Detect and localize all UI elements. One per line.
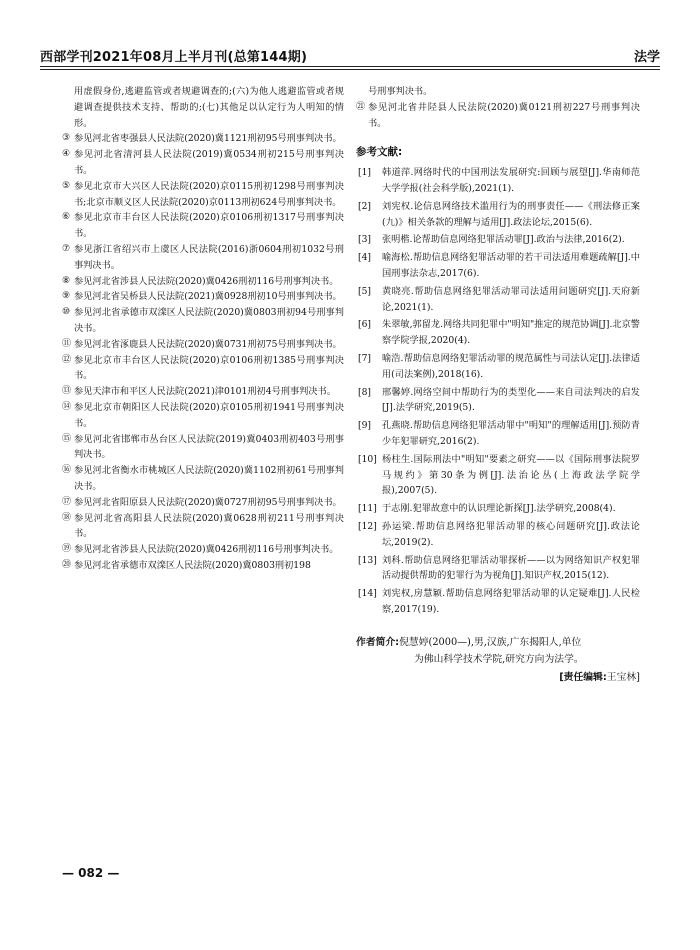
reference-number: [11] [358, 503, 377, 515]
footnote [356, 84, 640, 100]
footnote-number: ⑫ [62, 354, 72, 365]
footnote-text: 参见河北省井陉县人民法院(2020)冀0121刑初227号刑事判决书。 [368, 101, 640, 129]
reference-number: [13] [358, 554, 377, 566]
footnote [62, 432, 344, 464]
reference-number: [7] [358, 352, 372, 364]
reference-number: [14] [358, 588, 377, 600]
reference-number: [8] [358, 386, 372, 398]
footnote-text: 参见河北省清河县人民法院(2019)冀0534刑初215号刑事判决书。 [74, 149, 344, 176]
footnote [62, 353, 344, 385]
footnote [356, 100, 640, 132]
reference-item [356, 232, 640, 248]
reference-item [356, 165, 640, 197]
reference-item [356, 351, 640, 383]
reference-text: 喻海松.帮助信息网络犯罪活动罪的若干司法适用难题疏解[J].中国刑事法杂志,2017(6). [382, 252, 640, 279]
running-header [40, 44, 660, 66]
reference-number: [2] [358, 200, 372, 212]
reference-item [356, 418, 640, 450]
footnote [62, 542, 344, 558]
section-label: 法学 [633, 50, 660, 65]
footnote-number: ⑲ [62, 544, 72, 555]
footnote-number: ⑧ [62, 275, 71, 286]
header-rule-thin [40, 69, 660, 70]
footnote [62, 495, 344, 511]
footnote [62, 289, 344, 305]
author-bio-label: 作者简介: [356, 636, 400, 648]
footnote-number: ③ [62, 133, 71, 144]
footnote-text: 号刑事判决书。 [368, 86, 433, 97]
author-bio-line2: 为佛山科学技术学院,研究方向为法学。 [414, 653, 584, 665]
reference-text: 刘宪权.论信息网络技术滥用行为的刑事责任——《刑法修正案(九)》相关条款的理解与适用[J].政法论坛,2015(6). [382, 200, 640, 228]
reference-item [356, 284, 640, 316]
reference-text: 孙运梁.帮助信息网络犯罪活动罪的核心问题研究[J].政法论坛,2019(2). [382, 520, 640, 548]
reference-text: 韩道萍.网络时代的中国刑法发展研究:回顾与展望[J].华南师范大学学报(社会科学版),2021(1). [382, 167, 640, 194]
reference-text: 刘科.帮助信息网络犯罪活动罪探析——以为网络知识产权犯罪活动提供帮助的犯罪行为为视角[J].知识产权,2015(12). [382, 554, 640, 582]
footnote [62, 511, 344, 543]
reference-number: [4] [358, 252, 372, 264]
right-column-notes [356, 84, 640, 131]
author-bio-line1: 倪慧婷(2000—),男,汉族,广东揭阳人,单位 [399, 636, 582, 648]
footnote [62, 337, 344, 353]
footnote [62, 242, 344, 274]
footnote-text: 参见天津市和平区人民法院(2021)津0101刑初4号刑事判决书。 [74, 386, 336, 398]
footnote-text: 参见河北省枣强县人民法院(2020)冀1121刑初95号刑事判决书。 [74, 133, 342, 145]
page-number: — 082 — [62, 866, 120, 880]
footnote-number: ④ [62, 149, 71, 160]
footnote-text: 参见河北省承德市双滦区人民法院(2020)冀0803刑初198 [74, 559, 311, 571]
reference-text: 邢馨婷.网络空间中帮助行为的类型化——来自司法判决的启发[J].法学研究,2019(5). [382, 386, 640, 414]
footnote-text: 参见浙江省绍兴市上虞区人民法院(2016)浙0604刑初1032号刑事判决书。 [74, 243, 344, 271]
footnote [62, 131, 344, 147]
reference-text: 刘宪权,房慧颖.帮助信息网络犯罪活动罪的认定疑难[J].人民检察,2017(19). [382, 588, 640, 615]
footnote-text: 参见河北省涿鹿县人民法院(2020)冀0731刑初75号刑事判决书。 [74, 338, 342, 350]
header-rule [40, 66, 660, 67]
footnote-text: 参见河北省涉县人民法院(2020)冀0426刑初116号刑事判决书。 [74, 275, 339, 287]
footnote-number: ⑥ [62, 212, 71, 223]
reference-number: [6] [358, 319, 372, 331]
reference-item [356, 199, 640, 231]
footnote-number: ⑳ [62, 559, 72, 570]
footnote-number: ⑨ [62, 291, 71, 302]
reference-item [356, 250, 640, 282]
footnote [62, 305, 344, 337]
reference-text: 朱翠敏,郭留龙.网络共同犯罪中"明知"推定的规范协调[J].北京警察学院学报,2020(4). [382, 319, 640, 347]
editor-credit [356, 670, 640, 686]
reference-number: [3] [358, 234, 372, 246]
left-column-notes [62, 84, 344, 574]
footnote-number: ⑱ [62, 512, 72, 523]
reference-item [356, 553, 640, 585]
footnote-number: ⑯ [62, 465, 72, 476]
footnote-text: 参见河北省阳原县人民法院(2020)冀0727刑初95号刑事判决书。 [74, 496, 342, 508]
reference-number: [10] [358, 453, 377, 465]
reference-text: 喻浩.帮助信息网络犯罪活动罪的规范属性与司法认定[J].法律适用(司法案例),2018(16). [382, 352, 640, 380]
footnote-text: 参见北京市大兴区人民法院(2020)京0115刑初1298号刑事判决书;北京市顺义区人民法院(2020)京0113刑初624号刑事判决书。 [74, 180, 344, 208]
reference-text: 张明楷.论帮助信息网络犯罪活动罪[J].政治与法律,2016(2). [382, 234, 625, 246]
footnote-number: ⑭ [62, 401, 72, 412]
footnote-text: 参见河北省承德市双滦区人民法院(2020)冀0803刑初94号刑事判决书。 [74, 307, 344, 334]
footnote [62, 384, 344, 400]
footnote-number: ⑩ [62, 307, 71, 318]
reference-item [356, 452, 640, 499]
reference-number: [1] [358, 167, 372, 179]
footnote-text: 参见河北省涉县人民法院(2020)冀0426刑初116号刑事判决书。 [74, 544, 339, 556]
footnote-number: ⑰ [62, 496, 72, 507]
reference-item [356, 385, 640, 417]
references-heading: 参考文献: [356, 146, 403, 159]
reference-list [356, 165, 640, 618]
reference-number: [9] [358, 420, 372, 432]
reference-item [356, 317, 640, 349]
author-bio [356, 634, 640, 668]
footnote [62, 463, 344, 495]
footnote-text: 参见河北省衡水市桃城区人民法院(2020)冀1102刑初61号刑事判决书。 [74, 465, 344, 492]
footnote-text: 用虚假身份,逃避监管或者规避调查的;(六)为他人逃避监管或者规避调查提供技术支持、帮助的;(七)其他足以认定行为人明知的情形。 [74, 86, 344, 129]
footnote [62, 84, 344, 131]
footnote [62, 147, 344, 179]
reference-number: [5] [358, 285, 372, 297]
reference-item [356, 586, 640, 618]
reference-text: 黄晓亮.帮助信息网络犯罪活动罪司法适用问题研究[J].天府新论,2021(1). [382, 285, 640, 313]
reference-text: 孔燕晓.帮助信息网络犯罪活动罪中"明知"的理解适用[J].预防青少年犯罪研究,2016(2). [382, 420, 640, 447]
reference-item [356, 519, 640, 551]
footnote-number: ⑦ [62, 243, 71, 254]
reference-text: 杨柱生.国际刑法中"明知"要素之研究——以《国际刑事法院罗马规约》第30条为例[J].法治论丛(上海政法学院学报),2007(5). [382, 453, 640, 497]
reference-text: 于志刚.犯罪故意中的认识理论新探[J].法学研究,2008(4). [382, 503, 616, 515]
footnote-text: 参见北京市丰台区人民法院(2020)京0106刑初1317号刑事判决书。 [74, 212, 344, 240]
editor-label: [责任编辑: [559, 671, 607, 683]
footnote-number: ㉑ [356, 101, 366, 112]
footnote [62, 558, 344, 574]
footnote [62, 179, 344, 211]
journal-title: 西部学刊2021年08月上半月刊(总第144期) [40, 50, 308, 65]
footnote-text: 参见河北省吴桥县人民法院(2021)冀0928刑初10号刑事判决书。 [74, 291, 342, 303]
footnote-text: 参见河北省邯郸市丛台区人民法院(2019)冀0403刑初403号刑事判决书。 [74, 433, 344, 461]
editor-name: 王宝林] [606, 671, 640, 683]
footnote-number: ⑪ [62, 338, 72, 349]
footnote-number: ⑮ [62, 433, 72, 444]
reference-number: [12] [358, 520, 377, 532]
footnote-text: 参见河北省高阳县人民法院(2020)冀0628刑初211号刑事判决书。 [74, 512, 344, 540]
right-column [356, 84, 640, 686]
footnote-text: 参见北京市朝阳区人民法院(2020)京0105刑初1941号刑事判决书。 [74, 401, 344, 429]
reference-item [356, 501, 640, 517]
footnote-number: ⑬ [62, 386, 72, 397]
footnote [62, 210, 344, 242]
footnote [62, 400, 344, 432]
footnote-number: ⑤ [62, 180, 71, 191]
footnote-text: 参见北京市丰台区人民法院(2020)京0106刑初1385号刑事判决书。 [74, 354, 344, 382]
footnote [62, 274, 344, 290]
